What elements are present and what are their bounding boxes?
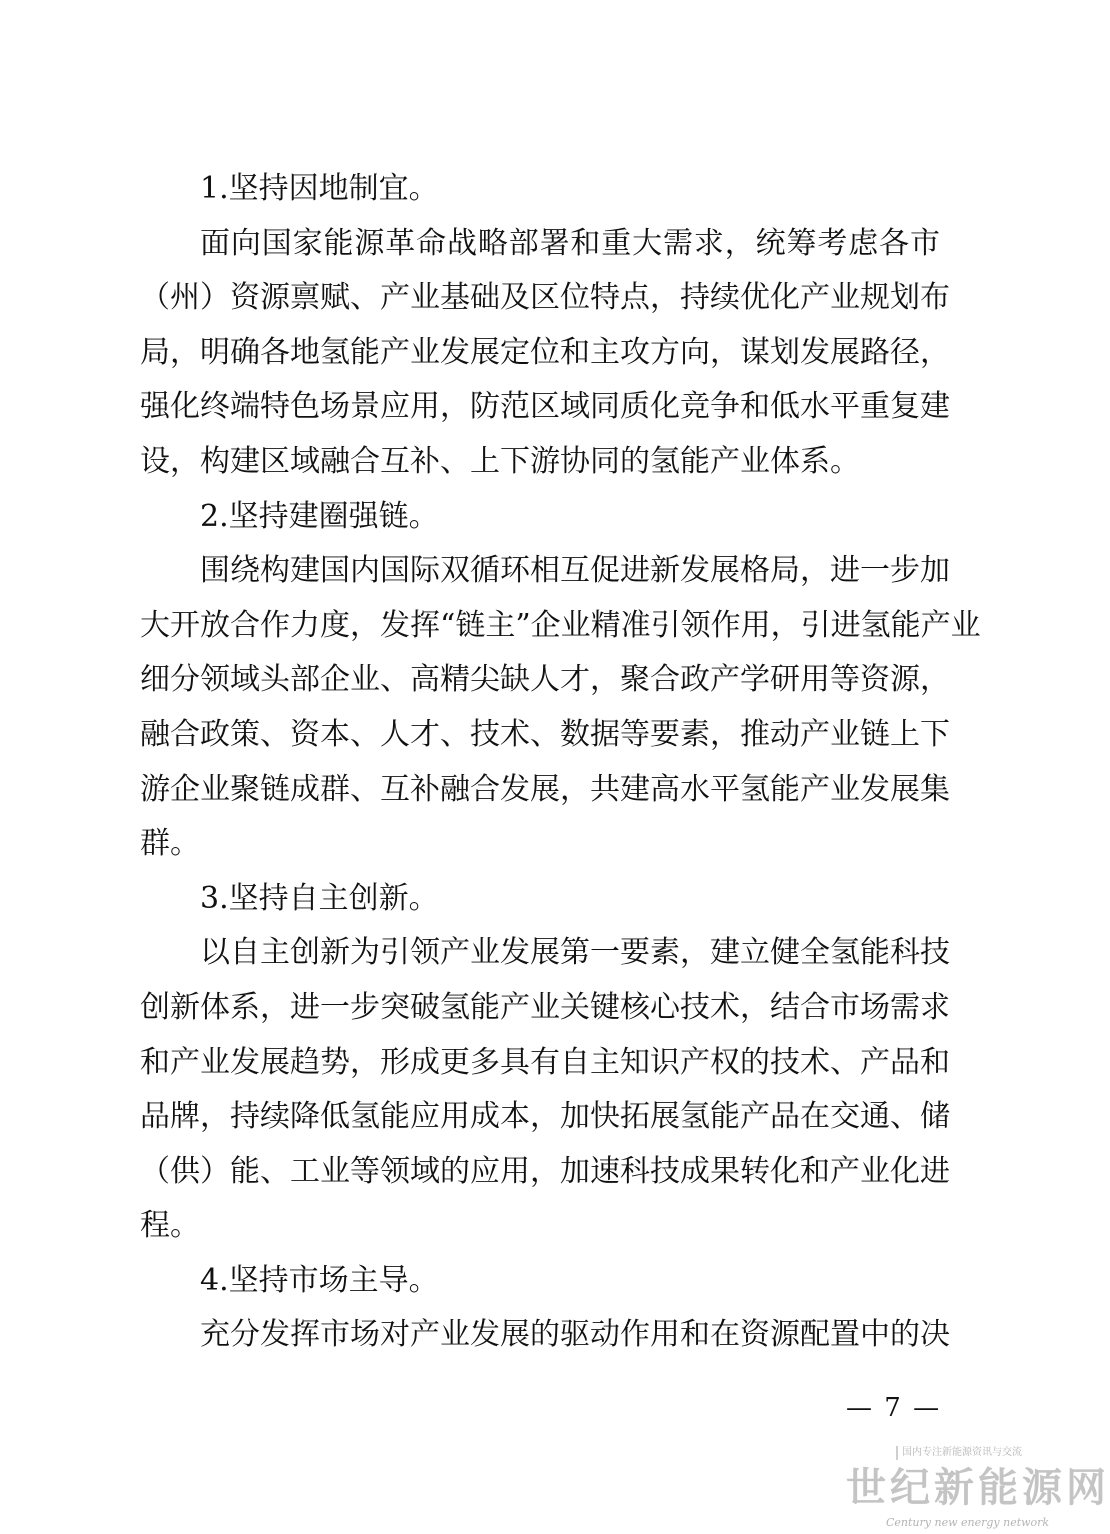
text-line: 大开放合作力度，发挥“链主”企业精准引领作用，引进氢能产业 <box>140 607 981 643</box>
text-line: 3.坚持自主创新。 <box>200 880 439 916</box>
body-text <box>140 162 981 1363</box>
watermark-site-name: 世纪新能源网 <box>846 1465 1110 1511</box>
text-line: 局，明确各地氢能产业发展定位和主攻方向，谋划发展路径， <box>140 334 950 370</box>
text-line: 面向国家能源革命战略部署和重大需求，统筹考虑各市 <box>200 225 940 261</box>
text-line: 品牌，持续降低氢能应用成本，加快拓展氢能产品在交通、储 <box>140 1099 950 1135</box>
text-line: 2.坚持建圈强链。 <box>200 498 439 534</box>
text-line: 以自主创新为引领产业发展第一要素，建立健全氢能科技 <box>200 935 950 971</box>
watermark-slogan: 国内专注新能源资讯与交流 <box>896 1446 1022 1460</box>
watermark-logo <box>846 1446 1110 1534</box>
page-number: — 7 — <box>846 1393 942 1423</box>
text-line: 强化终端特色场景应用，防范区域同质化竞争和低水平重复建 <box>140 389 950 425</box>
text-line: 群。 <box>140 826 200 862</box>
text-line: 创新体系，进一步突破氢能产业关键核心技术，结合市场需求 <box>140 989 950 1025</box>
text-line: 游企业聚链成群、互补融合发展，共建高水平氢能产业发展集 <box>140 771 950 807</box>
text-line: 和产业发展趋势，形成更多具有自主知识产权的技术、产品和 <box>140 1044 950 1080</box>
text-line: （供）能、工业等领域的应用，加速科技成果转化和产业化进 <box>140 1153 950 1189</box>
text-line: 程。 <box>140 1208 200 1244</box>
text-line: 围绕构建国内国际双循环相互促进新发展格局，进一步加 <box>200 553 950 589</box>
watermark-english-name: Century new energy network <box>886 1516 1050 1529</box>
text-line: 细分领域头部企业、高精尖缺人才，聚合政产学研用等资源， <box>140 662 950 698</box>
text-line: 1.坚持因地制宜。 <box>200 171 439 206</box>
text-line: 充分发挥市场对产业发展的驱动作用和在资源配置中的决 <box>200 1317 950 1353</box>
text-line: 设，构建区域融合互补、上下游协同的氢能产业体系。 <box>140 443 860 479</box>
text-line: 融合政策、资本、人才、技术、数据等要素，推动产业链上下 <box>140 716 950 752</box>
text-line: 4.坚持市场主导。 <box>200 1262 439 1298</box>
text-line: （州）资源禀赋、产业基础及区位特点，持续优化产业规划布 <box>140 280 950 316</box>
